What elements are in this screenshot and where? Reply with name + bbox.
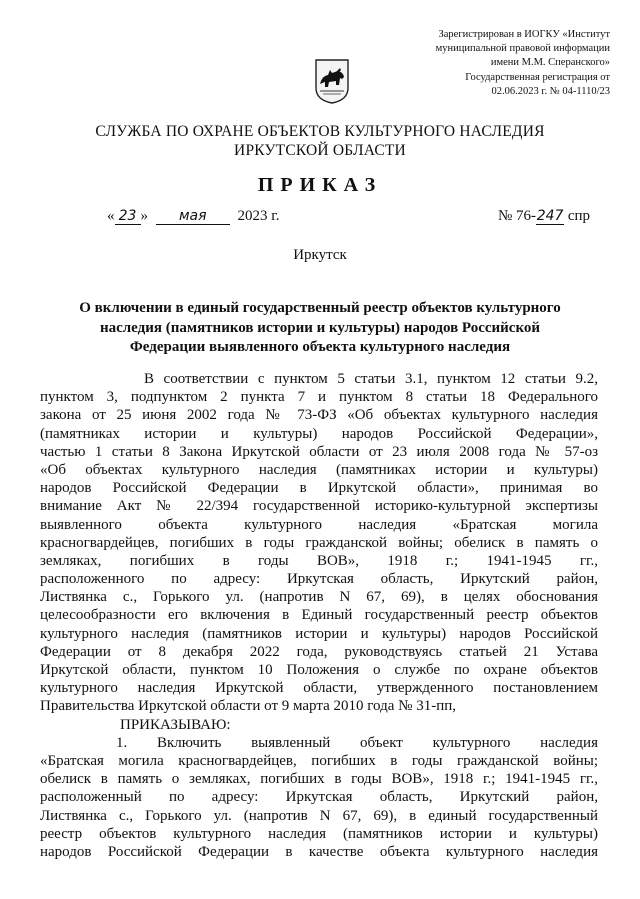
agency-line-1: СЛУЖБА ПО ОХРАНЕ ОБЪЕКТОВ КУЛЬТУРНОГО НАСЛЕДИЯ [95, 123, 545, 140]
title-line: наследия (памятников истории и культуры) народов Российской [99, 319, 541, 336]
registration-line: муниципальной правовой информации [435, 43, 610, 55]
body-line: (памятниках истории и культуры) народов Российской Федерации», [40, 425, 598, 442]
body-line: внимание Акт № 22/394 государственной историко-культурной экспертизы [40, 498, 598, 515]
body-line: расположенный по адресу: Иркутская область, Иркутский район, [40, 789, 598, 806]
body-line: народов Российской Федерации в качестве объекта культурного наследия [40, 843, 598, 860]
body-line: земляках, погибших в годы ВОВ», 1918 г.; 1941-1945 гг., [40, 552, 598, 569]
body-line: народов Российской Федерации в Иркутской области», принимая во [40, 480, 598, 497]
registration-line: имени М.М. Сперанского» [490, 57, 610, 69]
date-day: 23 [115, 208, 141, 225]
document-type-heading: ПРИКАЗ [257, 174, 383, 196]
body-line: частью 1 статьи 8 Закона Иркутской области от 23 июля 2008 года № 57-оз [40, 443, 598, 460]
body-line: «Об объектах культурного наследия (памятниках истории и культуры) [40, 461, 598, 478]
body-line: закона от 25 июня 2002 года № 73-ФЗ «Об объектах культурного наследия [40, 407, 598, 424]
date-month: мая [156, 208, 230, 225]
number-prefix: № 76- [498, 208, 537, 224]
registration-line: Государственная регистрация от [465, 71, 610, 83]
registration-line: Зарегистрирован в ИОГКУ «Институт [438, 29, 610, 40]
registration-line: 02.06.2023 г. № 04-1110/23 [491, 85, 610, 97]
agency-line-2: ИРКУТСКОЙ ОБЛАСТИ [234, 142, 406, 159]
order-title [70, 299, 570, 358]
body-line: реестр объектов культурного наследия (памятников истории и культуры) [40, 825, 598, 842]
body-line: В соответствии с пунктом 5 статьи 3.1, пунктом 12 статьи 9.2, [144, 371, 598, 387]
body-line: обелиск в память о земляках, погибших в годы ВОВ», 1918 г.; 1941-1945 гг., [40, 771, 598, 788]
body-line: культурного наследия (памятников истории и культуры) народов Российской [40, 625, 598, 642]
body-line: расположенного по адресу: Иркутская область, Иркутский район, [40, 571, 598, 588]
title-line: Федерации выявленного объекта культурного наследия [129, 339, 511, 355]
body-line: Федерации от 8 декабря 2022 года, руководствуясь статьей 21 Устава [40, 643, 598, 660]
body-line: 1. Включить выявленный объект культурного наследия [116, 734, 598, 751]
body-line: Иркутской области, пунктом 10 Положения о службе по охране объектов [40, 662, 598, 678]
irkutsk-region-emblem-icon [314, 58, 350, 104]
body-line: Листвянка с., Горького ул. (напротив N 67, 69), в единый государственный [40, 807, 598, 824]
body-line: «Братская могила красногвардейцев, погибших в годы гражданской войны; [40, 752, 598, 769]
registration-stamp [395, 28, 610, 99]
body-line: пунктом 3, подпунктом 2 пункта 7 и пунктом 8 статьи 18 Федерального [40, 389, 598, 406]
body-line: выявленного объекта культурного наследия «Братская могила [40, 516, 598, 533]
body-line: Правительства Иркутской области от 9 марта 2010 года № 31-пп, [40, 698, 456, 715]
order-body [40, 370, 598, 861]
order-date [107, 208, 279, 225]
date-open-quote: « [107, 208, 115, 224]
number-value: 247 [536, 208, 564, 224]
body-line: культурного наследия Иркутской области, утвержденного постановлением [40, 680, 598, 697]
city-name: Иркутск [293, 247, 347, 263]
date-year: 2023 г. [237, 208, 280, 224]
order-number [498, 208, 590, 225]
date-close-quote: » [140, 208, 148, 224]
title-line: О включении в единый государственный реестр объектов культурного [79, 300, 561, 316]
number-suffix: спр [567, 208, 590, 224]
agency-name [40, 122, 600, 160]
body-line: Листвянка с., Горького ул. (напротив N 67, 69), в целях обоснования [40, 589, 598, 606]
body-line: целесообразности его включения в Единый государственный реестр объектов [40, 607, 598, 624]
body-line: красногвардейцев, погибших в годы гражданской войны; обелиск в память о [40, 534, 598, 551]
order-directive: ПРИКАЗЫВАЮ: [120, 716, 231, 733]
